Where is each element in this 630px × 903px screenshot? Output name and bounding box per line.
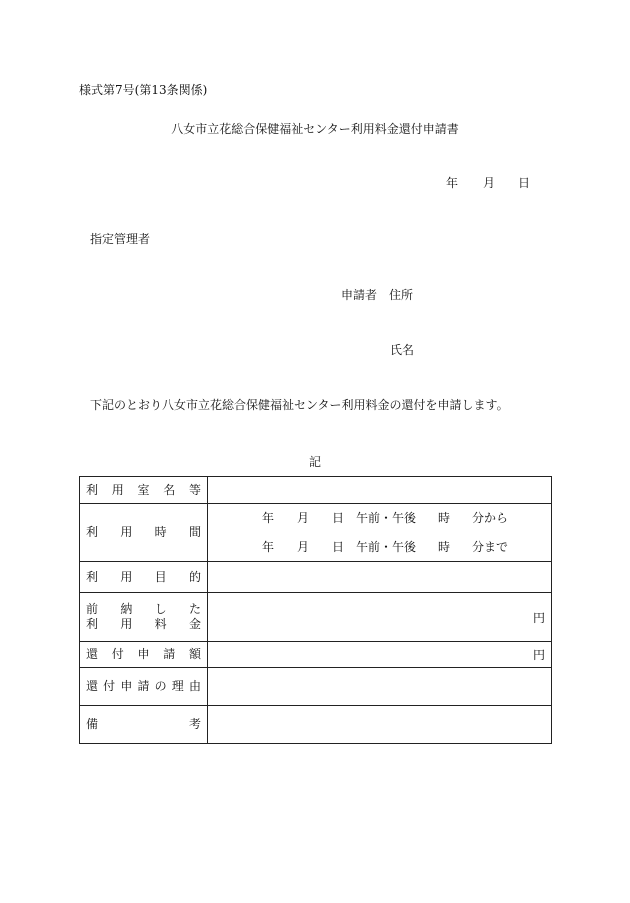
label-char: 目: [154, 569, 167, 584]
label-char: 額: [188, 647, 201, 661]
time-to-line: 年 月 日 午前・午後 時 分まで: [262, 539, 509, 554]
label-char: 請: [137, 679, 150, 693]
applicant-label: 申請者: [341, 288, 378, 302]
label-char: 利: [86, 569, 99, 584]
date-day: 日: [518, 176, 531, 190]
form-number: 様式第7号(第13条関係): [79, 83, 208, 97]
label-char: 等: [188, 482, 201, 497]
label-char: 用: [120, 525, 133, 539]
name-label: 氏名: [390, 343, 415, 357]
label-char: 還: [86, 679, 99, 693]
label-char: 間: [188, 525, 201, 539]
row-room: [80, 477, 552, 504]
ki-heading: 記: [308, 455, 321, 469]
label-time: [80, 504, 208, 562]
date-year: 年: [446, 176, 459, 190]
value-time[interactable]: [208, 504, 552, 562]
label-char: 時: [154, 525, 167, 539]
label-char: 申: [120, 679, 133, 693]
value-remarks[interactable]: [208, 706, 552, 744]
label-char: た: [188, 602, 201, 616]
document-title: 八女市立花総合保健福祉センター利用料金還付申請書: [171, 122, 459, 136]
row-reason: [80, 668, 552, 706]
label-char: 備: [86, 717, 99, 731]
label-char: 付: [103, 679, 116, 693]
label-refund-amount: [80, 642, 208, 668]
row-prepaid: [80, 593, 552, 642]
label-char: 請: [163, 647, 176, 661]
label-room: [80, 477, 208, 504]
label-char: 納: [120, 602, 133, 616]
value-purpose[interactable]: [208, 562, 552, 593]
row-purpose: [80, 562, 552, 593]
yen-unit: 円: [532, 610, 545, 625]
label-char: 申: [137, 647, 150, 661]
row-time: [80, 504, 552, 562]
label-char: 付: [111, 647, 124, 661]
label-char: 用: [120, 569, 133, 584]
label-remarks: [80, 706, 208, 744]
label-char: の: [154, 679, 167, 693]
label-char: 利: [86, 525, 99, 539]
label-reason: [80, 668, 208, 706]
address-label: 住所: [389, 288, 414, 302]
applicant-address-line: [341, 288, 413, 302]
label-char: 用: [111, 482, 124, 497]
label-char: 金: [188, 617, 201, 631]
label-char: 前: [86, 602, 99, 616]
label-char: 考: [188, 717, 201, 731]
label-char: 理: [171, 679, 184, 693]
value-refund-amount[interactable]: [208, 642, 552, 668]
value-reason[interactable]: [208, 668, 552, 706]
row-remarks: [80, 706, 552, 744]
label-char: 室: [137, 482, 150, 497]
addressee: 指定管理者: [90, 232, 151, 246]
yen-unit: 円: [532, 648, 545, 662]
application-statement: 下記のとおり八女市立花総合保健福祉センター利用料金の還付を申請します。: [90, 398, 509, 412]
label-char: 由: [188, 679, 201, 693]
time-from-line: 年 月 日 午前・午後 時 分から: [262, 510, 509, 525]
label-char: 的: [188, 569, 201, 584]
label-char: し: [154, 602, 167, 616]
value-room[interactable]: [208, 477, 552, 504]
refund-record-table: [79, 476, 552, 744]
label-purpose: [80, 562, 208, 593]
value-prepaid[interactable]: [208, 593, 552, 642]
label-char: 用: [120, 617, 133, 631]
date-month: 月: [483, 176, 496, 190]
label-char: 利: [86, 617, 99, 631]
row-refund-amount: [80, 642, 552, 668]
label-char: 名: [163, 482, 176, 497]
date-line: [446, 176, 530, 190]
label-char: 還: [86, 647, 99, 661]
label-prepaid: [80, 593, 208, 642]
label-char: 料: [154, 617, 167, 631]
label-char: 利: [86, 482, 99, 497]
